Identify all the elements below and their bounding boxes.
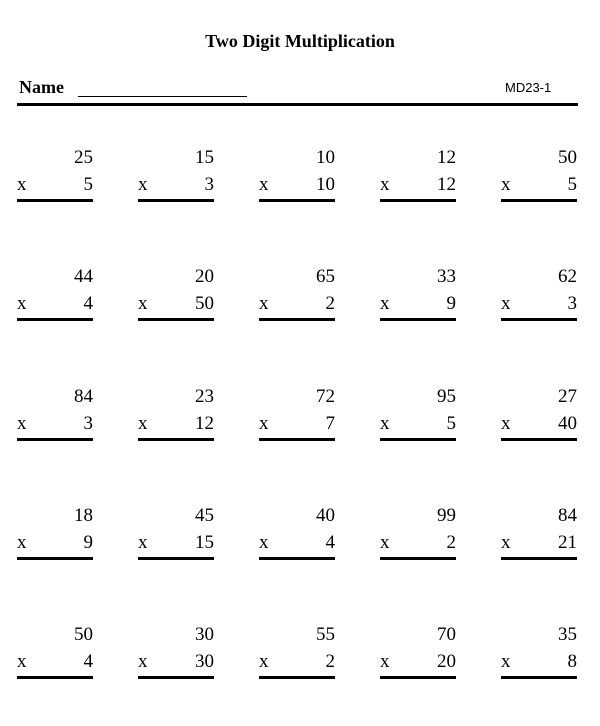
- times-sign: x: [380, 651, 390, 672]
- multiplier: 5: [446, 413, 456, 434]
- problem[interactable]: [259, 624, 335, 684]
- multiplicand: 25: [74, 147, 93, 168]
- answer-line: [17, 318, 93, 321]
- problem[interactable]: [259, 386, 335, 446]
- worksheet-code: MD23-1: [505, 80, 552, 95]
- multiplicand: 70: [437, 624, 456, 645]
- multiplicand: 18: [74, 505, 93, 526]
- problem[interactable]: [138, 386, 214, 446]
- times-sign: x: [259, 293, 269, 314]
- problem[interactable]: [380, 624, 456, 684]
- answer-line: [501, 438, 577, 441]
- multiplicand: 55: [316, 624, 335, 645]
- name-label: Name: [19, 77, 64, 97]
- multiplier: 4: [325, 532, 335, 553]
- multiplicand: 62: [558, 266, 577, 287]
- times-sign: x: [501, 532, 511, 553]
- multiplier: 50: [195, 293, 214, 314]
- multiplier: 10: [316, 174, 335, 195]
- answer-line: [259, 318, 335, 321]
- times-sign: x: [259, 532, 269, 553]
- multiplicand: 35: [558, 624, 577, 645]
- answer-line: [138, 318, 214, 321]
- name-blank-line[interactable]: [78, 96, 247, 97]
- times-sign: x: [138, 413, 148, 434]
- times-sign: x: [138, 532, 148, 553]
- times-sign: x: [17, 174, 27, 195]
- multiplicand: 50: [74, 624, 93, 645]
- answer-line: [259, 676, 335, 679]
- multiplicand: 95: [437, 386, 456, 407]
- answer-line: [138, 199, 214, 202]
- times-sign: x: [380, 174, 390, 195]
- answer-line: [259, 438, 335, 441]
- times-sign: x: [501, 413, 511, 434]
- answer-line: [380, 676, 456, 679]
- header-rule: [17, 103, 578, 106]
- multiplier: 5: [83, 174, 93, 195]
- problem[interactable]: [501, 624, 577, 684]
- multiplicand: 33: [437, 266, 456, 287]
- multiplicand: 50: [558, 147, 577, 168]
- answer-line: [259, 557, 335, 560]
- times-sign: x: [138, 174, 148, 195]
- multiplicand: 65: [316, 266, 335, 287]
- multiplier: 40: [558, 413, 577, 434]
- times-sign: x: [17, 413, 27, 434]
- answer-line: [380, 438, 456, 441]
- answer-line: [138, 557, 214, 560]
- multiplier: 9: [446, 293, 456, 314]
- times-sign: x: [501, 293, 511, 314]
- multiplicand: 27: [558, 386, 577, 407]
- times-sign: x: [259, 413, 269, 434]
- multiplier: 2: [325, 293, 335, 314]
- multiplicand: 44: [74, 266, 93, 287]
- multiplicand: 15: [195, 147, 214, 168]
- multiplier: 21: [558, 532, 577, 553]
- problem[interactable]: [380, 386, 456, 446]
- multiplier: 9: [83, 532, 93, 553]
- problem[interactable]: [380, 266, 456, 326]
- multiplicand: 84: [74, 386, 93, 407]
- times-sign: x: [501, 651, 511, 672]
- times-sign: x: [380, 293, 390, 314]
- problem[interactable]: [380, 147, 456, 207]
- times-sign: x: [501, 174, 511, 195]
- answer-line: [380, 318, 456, 321]
- answer-line: [501, 557, 577, 560]
- problem[interactable]: [259, 266, 335, 326]
- multiplier: 12: [437, 174, 456, 195]
- times-sign: x: [380, 413, 390, 434]
- multiplier: 15: [195, 532, 214, 553]
- worksheet-title: Two Digit Multiplication: [205, 31, 395, 51]
- problem[interactable]: [501, 147, 577, 207]
- multiplicand: 12: [437, 147, 456, 168]
- multiplier: 7: [325, 413, 335, 434]
- multiplier: 3: [567, 293, 577, 314]
- problem[interactable]: [138, 505, 214, 565]
- answer-line: [501, 676, 577, 679]
- answer-line: [17, 557, 93, 560]
- multiplier: 2: [446, 532, 456, 553]
- problem[interactable]: [501, 386, 577, 446]
- multiplicand: 40: [316, 505, 335, 526]
- times-sign: x: [259, 174, 269, 195]
- multiplier: 4: [83, 293, 93, 314]
- multiplicand: 72: [316, 386, 335, 407]
- multiplier: 20: [437, 651, 456, 672]
- times-sign: x: [17, 532, 27, 553]
- problem[interactable]: [138, 624, 214, 684]
- answer-line: [17, 676, 93, 679]
- problem[interactable]: [17, 266, 93, 326]
- problem[interactable]: [138, 266, 214, 326]
- multiplicand: 99: [437, 505, 456, 526]
- problem[interactable]: [17, 147, 93, 207]
- times-sign: x: [259, 651, 269, 672]
- answer-line: [138, 676, 214, 679]
- problem[interactable]: [17, 505, 93, 565]
- problem[interactable]: [259, 147, 335, 207]
- multiplicand: 84: [558, 505, 577, 526]
- multiplicand: 23: [195, 386, 214, 407]
- multiplicand: 20: [195, 266, 214, 287]
- answer-line: [380, 199, 456, 202]
- times-sign: x: [17, 651, 27, 672]
- problem[interactable]: [17, 624, 93, 684]
- times-sign: x: [138, 293, 148, 314]
- multiplier: 5: [567, 174, 577, 195]
- answer-line: [501, 318, 577, 321]
- answer-line: [138, 438, 214, 441]
- times-sign: x: [138, 651, 148, 672]
- times-sign: x: [380, 532, 390, 553]
- answer-line: [501, 199, 577, 202]
- problem[interactable]: [501, 505, 577, 565]
- answer-line: [17, 199, 93, 202]
- answer-line: [380, 557, 456, 560]
- multiplicand: 30: [195, 624, 214, 645]
- problem[interactable]: [501, 266, 577, 326]
- multiplicand: 45: [195, 505, 214, 526]
- multiplier: 2: [325, 651, 335, 672]
- multiplier: 3: [83, 413, 93, 434]
- problem[interactable]: [380, 505, 456, 565]
- times-sign: x: [17, 293, 27, 314]
- problem[interactable]: [17, 386, 93, 446]
- answer-line: [259, 199, 335, 202]
- problem[interactable]: [138, 147, 214, 207]
- multiplier: 3: [204, 174, 214, 195]
- multiplier: 4: [83, 651, 93, 672]
- multiplicand: 10: [316, 147, 335, 168]
- problem[interactable]: [259, 505, 335, 565]
- multiplier: 30: [195, 651, 214, 672]
- multiplier: 12: [195, 413, 214, 434]
- multiplier: 8: [567, 651, 577, 672]
- answer-line: [17, 438, 93, 441]
